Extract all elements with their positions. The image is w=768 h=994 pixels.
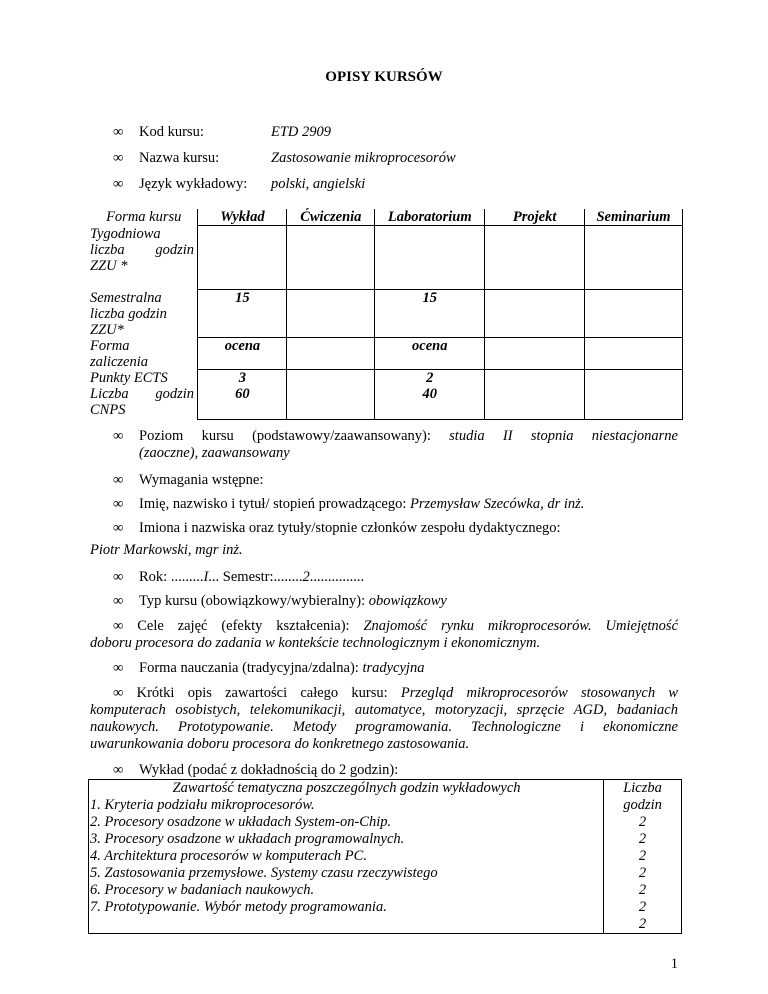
list-item: 2. Procesory osadzone w układach System-on-Chip. bbox=[90, 814, 392, 830]
lecture-topics-header: Zawartość tematyczna poszczególnych godzin wykładowych bbox=[172, 780, 521, 796]
page-number: 1 bbox=[670, 956, 678, 972]
ects-lab: 2 bbox=[375, 370, 485, 387]
list-item: 6. Procesory w badaniach naukowych. bbox=[90, 882, 315, 898]
bullet-icon: ∞ bbox=[113, 176, 124, 192]
bullet-icon: ∞ bbox=[113, 150, 124, 166]
lecture-hours-cell: Liczba godzin 2 2 2 2 2 2 2 bbox=[604, 780, 682, 934]
lecture-label: Wykład (podać z dokładnością do 2 godzin): bbox=[139, 762, 399, 778]
list-item: 1. Kryteria podziału mikroprocesorów. bbox=[90, 797, 315, 813]
credit-form-lecture: ocena bbox=[198, 338, 287, 370]
bullet-icon: ∞ bbox=[113, 496, 124, 512]
info-label-name: Nazwa kursu: bbox=[139, 150, 220, 166]
semester-hours-lecture: 15 bbox=[198, 290, 287, 338]
lecture-table bbox=[88, 779, 682, 934]
form-line: Forma nauczania (tradycyjna/zdalna): tradycyjna bbox=[139, 660, 425, 676]
bullet-icon: ∞ bbox=[113, 472, 124, 488]
row-label-weekly: Tygodniowa liczba godzin ZZU * bbox=[90, 225, 194, 274]
row-label-ects: Punkty ECTS bbox=[90, 369, 168, 386]
goals-line2: doboru procesora do zadania w kontekście technologicznym i ekonomicznym. bbox=[90, 635, 541, 651]
summary-line3: naukowych. Prototypowanie. Metody programowania. Technologiczne i ekonomiczne bbox=[90, 719, 678, 735]
level-line1: Poziom kursu (podstawowy/zaawansowany): studia II stopnia niestacjonarne bbox=[139, 428, 678, 444]
bullet-icon: ∞ bbox=[113, 124, 124, 140]
header-lecture: Wykład bbox=[198, 209, 287, 226]
list-item: 5. Zastosowania przemysłowe. Systemy czasu rzeczywistego bbox=[90, 865, 438, 881]
info-value-code: ETD 2909 bbox=[271, 124, 332, 140]
year-semester-line: Rok: .........I... Semestr:........2............... bbox=[139, 569, 365, 585]
row-label-cnps: Liczba godzin CNPS bbox=[90, 386, 194, 418]
ects-lecture: 3 bbox=[198, 370, 287, 387]
info-value-name: Zastosowanie mikroprocesorów bbox=[271, 150, 456, 166]
bullet-icon: ∞ bbox=[113, 762, 124, 778]
semester-hours-lab: 15 bbox=[375, 290, 485, 338]
header-exercises: Ćwiczenia bbox=[287, 209, 375, 226]
cnps-lecture: 60 bbox=[198, 386, 287, 419]
prereq-label: Wymagania wstępne: bbox=[139, 472, 264, 488]
team-label: Imiona i nazwiska oraz tytuły/stopnie członków zespołu dydaktycznego: bbox=[139, 520, 561, 536]
type-line: Typ kursu (obowiązkowy/wybieralny): obowiązkowy bbox=[139, 593, 447, 609]
row-label-semester: Semestralna liczba godzin ZZU* bbox=[90, 289, 167, 338]
summary-line1: ∞ Krótki opis zawartości całego kursu: Przegląd mikroprocesorów stosowanych w bbox=[113, 685, 679, 701]
lecturer-line: Imię, nazwisko i tytuł/ stopień prowadzącego: Przemysław Szecówka, dr inż. bbox=[139, 496, 585, 512]
info-value-language: polski, angielski bbox=[271, 176, 366, 192]
list-item: 7. Prototypowanie. Wybór metody programowania. bbox=[90, 899, 387, 915]
bullet-icon: ∞ bbox=[113, 593, 124, 609]
summary-line2: komputerach osobistych, telekomunikacji, automatyce, motoryzacji, sprzęcie AGD, badaniach bbox=[90, 702, 678, 718]
lecture-hours-header: Liczba godzin bbox=[623, 780, 662, 813]
list-item: 3. Procesory osadzone w układach programowalnych. bbox=[90, 831, 405, 847]
level-line2: (zaoczne), zaawansowany bbox=[139, 445, 290, 461]
credit-form-lab: ocena bbox=[375, 338, 485, 370]
course-forms-table bbox=[90, 209, 683, 420]
goals-line1: ∞ Cele zajęć (efekty kształcenia): Znajomość rynku mikroprocesorów. Umiejętność bbox=[113, 618, 679, 634]
summary-line4: uwarunkowania doboru procesora do konkretnego zastosowania. bbox=[90, 736, 470, 752]
page-title: OPISY KURSÓW bbox=[325, 69, 443, 85]
info-label-language: Język wykładowy: bbox=[139, 176, 248, 192]
bullet-icon: ∞ bbox=[113, 428, 124, 444]
bullet-icon: ∞ bbox=[113, 569, 124, 585]
header-laboratory: Laboratorium bbox=[375, 209, 485, 226]
bullet-icon: ∞ bbox=[113, 660, 124, 676]
header-seminar: Seminarium bbox=[585, 209, 683, 226]
bullet-icon: ∞ bbox=[113, 520, 124, 536]
list-item: 4. Architektura procesorów w komputerach PC. bbox=[90, 848, 367, 864]
team-value: Piotr Markowski, mgr inż. bbox=[90, 542, 243, 558]
header-form: Forma kursu bbox=[106, 209, 182, 225]
cnps-lab: 40 bbox=[375, 386, 485, 419]
row-label-credit: Forma zaliczenia bbox=[90, 337, 148, 370]
header-project: Projekt bbox=[485, 209, 585, 226]
lecture-topics-cell bbox=[89, 780, 604, 934]
info-label-code: Kod kursu: bbox=[139, 124, 204, 140]
